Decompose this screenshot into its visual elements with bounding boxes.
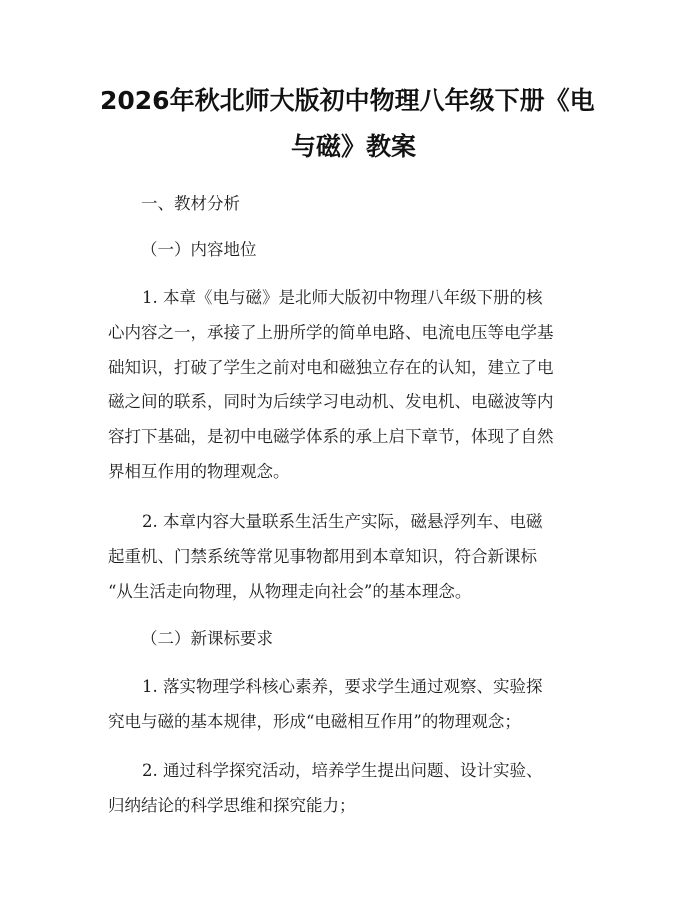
paragraph-line: 1. 落实物理学科核心素养，要求学生通过观察、实验探	[142, 677, 543, 696]
paragraph-line: 1. 本章《电与磁》是北师大版初中物理八年级下册的核	[142, 288, 543, 307]
document-title-line-2: 与磁》教案	[291, 132, 417, 161]
paragraph-line: 础知识，打破了学生之前对电和磁独立存在的认知，建立了电	[108, 357, 554, 377]
document-title-line-1: 2026年秋北师大版初中物理八年级下册《电	[100, 86, 595, 115]
subsection-heading-curriculum-requirements: （二）新课标要求	[141, 629, 273, 648]
paragraph-curriculum-1	[108, 670, 602, 740]
paragraph-content-position-2	[108, 505, 602, 609]
paragraph-line: 2. 本章内容大量联系生活生产实际，磁悬浮列车、电磁	[142, 512, 543, 531]
subsection-heading-content-position: （一）内容地位	[141, 240, 257, 259]
paragraph-line: 心内容之一，承接了上册所学的简单电路、电流电压等电学基	[108, 322, 554, 342]
section-heading-materials-analysis: 一、教材分析	[141, 194, 240, 213]
paragraph-curriculum-2	[108, 754, 602, 824]
paragraph-line: 归纳结论的科学思维和探究能力；	[108, 795, 356, 815]
paragraph-line: “从生活走向物理，从物理走向社会”的基本理念。	[108, 581, 472, 601]
paragraph-line: 容打下基础，是初中电磁学体系的承上启下章节，体现了自然	[108, 427, 554, 447]
paragraph-line: 究电与磁的基本规律，形成“电磁相互作用”的物理观念；	[108, 711, 521, 731]
paragraph-line: 2. 通过科学探究活动，培养学生提出问题、设计实验、	[142, 761, 543, 780]
paragraph-line: 磁之间的联系，同时为后续学习电动机、发电机、电磁波等内	[108, 392, 554, 412]
paragraph-line: 起重机、门禁系统等常见事物都用到本章知识，符合新课标	[108, 546, 537, 566]
paragraph-line: 界相互作用的物理观念。	[108, 461, 290, 481]
paragraph-content-position-1	[108, 281, 602, 490]
